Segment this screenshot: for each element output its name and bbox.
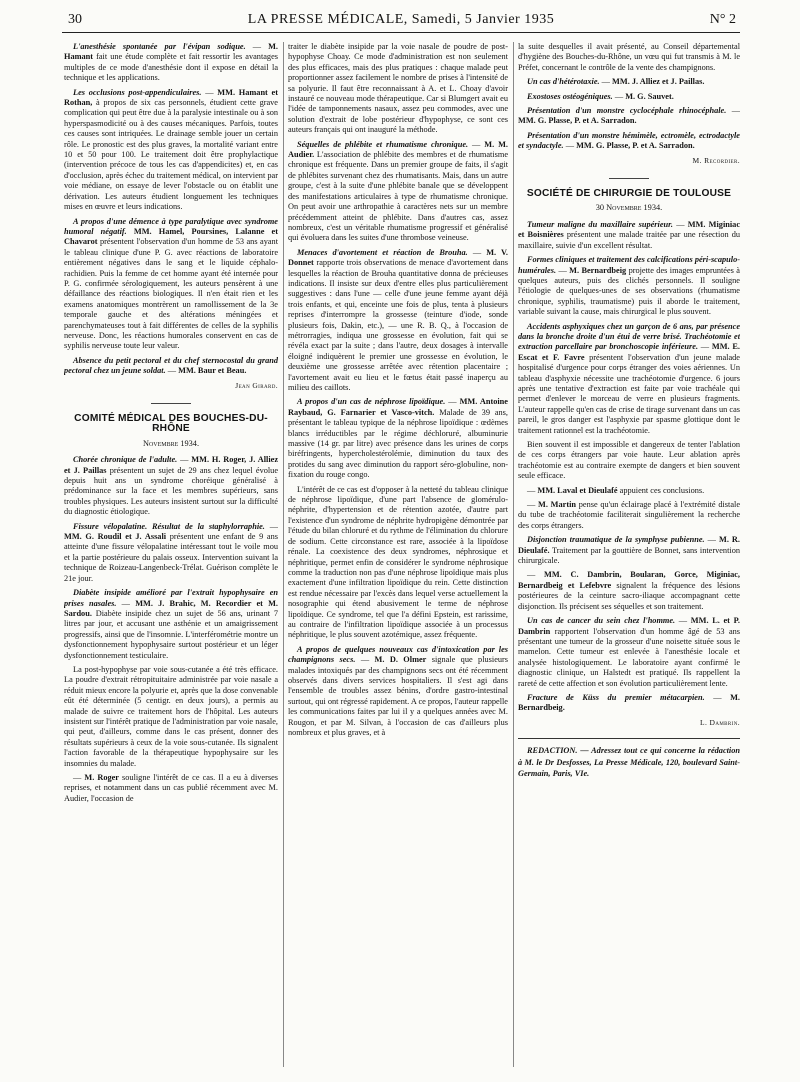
article-paragraph: Exostoses ostéogéniques. — M. G. Sauvet.: [527, 91, 674, 101]
article-paragraph: traiter le diabète insipide par la voie nasale de poudre de post-hypophyse Choay. Ce mode d'administration est non seulement des plus efficaces, mais des plus pratiques : chaque malade peut proportionner assez facilement le nombre de prises à l'intensité de sa polyurie. Il faut être reconnaissant à A. et L. Choay d'avoir instauré ce nouveau mode thérapeutique. Car si Blumgert avait eu l'idée de tamponnements nasaux, assez peu commodes, avec une solution d'extrait de lobe postérieur d'hypophyse, ce sont ces auteurs français qui ont inauguré la méthode.: [288, 42, 508, 135]
redaction-notice: REDACTION. — Adressez tout ce qui concerne la rédaction à M. le Dr Desfosses, La Presse Médicale, 120, boulevard Saint-Germain, Paris, VIe.: [518, 746, 740, 779]
column-rule: [513, 42, 514, 1067]
article-paragraph: L'intérêt de ce cas est d'opposer à la netteté du tableau clinique de néphrose lipoïdique, d'une part l'absence de glomérulo-néphrite, d'hypertension et de rétention azotée, d'autre part l'existence d'un syndrome de néphrite hydropigène démontrée par l'étude du bilan chloruré et du rythme de l'élimination du chlorure de sodium. Cette circonstance est rare, associée à la lipoïdose rénale. La coexistence des deux syndromes, néphrosique et néphritique, permet enfin de considérer le syndrome néphrosique comme la traduction non pas d'une néphrose lipoïdique mais plus exactement d'une infiltration lipoïdique du rein. Cette distinction est rendue nécessaire par l'excès dans lequel verse actuellement la nosographie qui étend abusivement le terme de néphrose lipoïdique. Ce syndrome, tel que l'a défini Epstein, est rarissime, au contraire de l'infiltration lipoïdique associée à un processus néphritique, le plus souvent azotémique, assez fréquente.: [288, 484, 508, 640]
column-1: [64, 42, 278, 1072]
article-paragraph: A propos d'une démence à type paralytique avec syndrome humoral négatif. MM. Hamel, Poursines, Lalanne et Chavarot présentent l'observation d'un homme de 53 ans ayant le tableau clinique d'une P. G. avec réactions de laboratoire entièrement négatives dans le sang et le liquide céphalo-rachidien. Puis la femme de cet homme ayant été internée pour P. G. confirmée sérologiquement, les auteurs pensèrent à une défaillance des réactions biologiques. Il n'en était rien et les examens anatomiques montrèrent un ramollissement de la 3e temporale gauche et des altérations méningées et parenchymateuses tout à fait différentes de celles de la syphilis nerveuse. Donc, les réactions humorales conservent en cas de syphilis nerveuse toute leur valeur.: [64, 216, 278, 351]
article-paragraph: Disjonction traumatique de la symphyse pubienne. — M. R. Dieulafé. Traitement par la gouttière de Bonnet, sans intervention chirurgicale.: [518, 535, 740, 566]
section-divider: [609, 178, 649, 179]
article-paragraph: Formes cliniques et traitement des calcifications péri-scapulo-humérales. — M. Bernardbeig projette des images empruntées à quelques auteurs, puis des clichés personnels. Il souligne l'étiologie de quelques-unes de ses observations (rhumatisme chronique, syphilis, traumatisme) puis il aborde le traitement, variable suivant la cause, mais chirurgical le plus souvent.: [518, 255, 740, 317]
article-paragraph: Présentation d'un monstre hémimèle, ectromèle, ectrodactyle et syndactyle. — MM. G. Plasse, P. et A. Sarradon.: [518, 130, 740, 151]
article-paragraph: Un cas d'hétérotaxie. — MM. J. Alliez et J. Paillas.: [527, 77, 705, 87]
article-paragraph: Tumeur maligne du maxillaire supérieur. — MM. Miginiac et Boisnières présentent une malade traitée par une résection du maxillaire, suivie d'un excellent résultat.: [518, 219, 740, 250]
author-signature: M. Recordier.: [692, 155, 740, 165]
column-2: [288, 42, 508, 1072]
article-paragraph: la suite desquelles il avait présenté, au Conseil départemental d'hygiène des Bouches-du-Rhône, un vœu qui fut transmis à M. le Préfet, concernant le contrôle de la vente des champignons.: [518, 42, 740, 72]
article-paragraph: Un cas de cancer du sein chez l'homme. — MM. L. et P. Dambrin rapportent l'observation d'un homme âgé de 53 ans présentant une tumeur de la grosseur d'une noisette située sous le mamelon. Cette tumeur est enlevée à l'anesthésie locale et analysée histologiquement. Le laboratoire ayant confirmé le diagnostic clinique, un Halstedt est pratiqué. Ils rappellent la rareté de cette affection et son évolution particulièrement lente.: [518, 616, 740, 688]
article-paragraph: A propos de quelques nouveaux cas d'intoxication par les champignons secs. — M. D. Olmer signale que plusieurs malades intoxiqués par des champignons secs ont été récemment observés dans divers services hospitaliers. Il s'est agi dans l'ensemble de troubles assez bénins, d'ordre gastro-intestinal surtout, qui ont régressé rapidement. A ce propos, l'auteur rappelle les communications faites par lui il y a quelques années avec M. Rougon, et par M. Silvan, à l'occasion de cas d'ailleurs plus nombreux et plus graves, et à: [288, 644, 508, 737]
article-paragraph: Les occlusions post-appendiculaires. — MM. Hamant et Rothan, à propos de six cas personnels, étudient cette grave complication qui peut être due à la paralysie intestinale ou à son hyperspasmodicité ou à des causes mécaniques. Parfois, toutes ces causes sont intriquées. Le drainage semble jouer un certain rôle. Le pronostic est des plus graves, la mortalité variant entre 10 et 50 pour 100. Le traitement doit être prophylactique (intervention précoce de tous les cas d'appendicites) et, en cas d'occlusion, après échec du traitement médical, on intervient par voie médiane, on essaye de lever l'obstacle ou on établit une dérivation. Les auteurs étudient longuement les techniques mises en œuvre et leurs indications.: [64, 87, 278, 212]
section-date: 30 Novembre 1934.: [595, 203, 663, 213]
section-heading: SOCIÉTÉ DE CHIRURGIE DE TOULOUSE: [526, 188, 732, 200]
article-paragraph: Présentation d'un monstre cyclocéphale rhinocéphale. — MM. G. Plasse, P. et A. Sarradon.: [518, 106, 740, 126]
article-paragraph: Diabète insipide amélioré par l'extrait hypophysaire en prises nasales. — MM. J. Brahic, M. Recordier et M. Sardou. Diabète insipide chez un sujet de 56 ans, urinant 7 litres par jour, et accusant une asthénie et un amaigrissement progressifs, ainsi que de l'insomnie. L'interférométrie montre un dysfonctionnement hypophysaire surtout postérieur et un léger dysfonctionnement testiculaire.: [64, 588, 278, 660]
article-paragraph: Bien souvent il est impossible et dangereux de tenter l'ablation de ces corps étrangers par voie haute. Leur ablation après trachéotomie est au contraire exempte de dangers et bien souvent seule efficace.: [518, 440, 740, 481]
article-paragraph: Menaces d'avortement et réaction de Brouha. — M. V. Donnet rapporte trois observations de menace d'avortement dans lesquelles la réaction de Brouha quantitative donna de précieuses indications. Il insiste sur deux d'entre elles plus particulièrement suggestives : dans l'une — celle d'une jeune femme ayant déjà trois enfants, et qui, enceinte une fois de plus, tenta à plusieurs reprises d'interrompre la grossesse (teinture d'iode, sonde plusieurs fois, Dakin, etc.), — une R. B. Q., à l'occasion de métrorragies, indiqua une grossesse en évolution, fait qui se révéla exact par la suite ; dans l'autre, deux dosages à intervalle éloigné indiquèrent le premier une grossesse en évolution, le deuxième une grossesse arrêtée avec rétention placentaire ; l'avortement avait eu lieu et le fœtus était passé inaperçu au milieu des caillots.: [288, 247, 508, 392]
redaction-rule: [518, 738, 740, 739]
article-paragraph: Chorée chronique de l'adulte. — MM. H. Roger, J. Alliez et J. Paillas présentent un sujet de 29 ans chez lequel évolue depuis huit ans un syndrome choréique généralisé à prédominance sur la face et les membres supérieurs, sans troubles physiques. Les auteurs insistent surtout sur la difficulté du diagnostic étiologique.: [64, 455, 278, 517]
page-number: 30: [68, 12, 82, 27]
journal-title: LA PRESSE MÉDICALE, Samedi, 5 Janvier 1935: [247, 12, 555, 27]
article-paragraph: — MM. Laval et Dieulafé appuient ces conclusions.: [527, 485, 705, 495]
article-paragraph: — M. Roger souligne l'intérêt de ce cas. Il a eu à diverses reprises, et notamment dans un cas publié récemment avec M. Audier, l'occasion de: [64, 773, 278, 803]
article-paragraph: — MM. C. Dambrin, Boularan, Gorce, Miginiac, Bernardbeig et Lefebvre signalent la fréquence des lésions postérieures de la ceinture sacro-iliaque accompagnant cette disjonction. Ils précisent ses séquelles et son traitement.: [518, 570, 740, 611]
article-paragraph: Séquelles de phlébite et rhumatisme chronique. — M. M. Audier. L'association de phlébite des membres et de rhumatisme chronique est fréquente. Dans un premier groupe de faits, il s'agit de phlébites survenant chez des rhumatisants. Mais, dans un autre groupe, c'est à la suite d'une phlébite banale que se développent des manifestations articulaires à type de rhumatisme chronique. On peut avoir une arthropathie à caractères nets sur un membre précédemment atteint de phlébite. Dans d'autres cas, assez nombreux, c'est un véritable rhumatisme progressif et généralisé qui évoluera dans les suites d'une thrombose veineuse.: [288, 139, 508, 243]
article-paragraph: L'anesthésie spontanée par l'évipan sodique. — M. Hamant fait une étude complète et fait ressortir les avantages multiples de ce mode d'anesthésie dont il expose en détail la technique et les applications.: [64, 42, 278, 83]
article-paragraph: — M. Martin pense qu'un éclairage placé à l'extrémité distale du tube de trachéotomie faciliterait singulièrement la recherche des corps étrangers.: [518, 500, 740, 530]
column-rule: [283, 42, 284, 1067]
section-heading: COMITÉ MÉDICAL DES BOUCHES-DU-RHÔNE: [74, 413, 268, 435]
article-paragraph: Fracture de Küss du premier métacarpien. — M. Bernardbeig.: [518, 692, 740, 713]
article-paragraph: Absence du petit pectoral et du chef sternocostal du grand pectoral chez un jeune soldat. — MM. Baur et Beau.: [64, 355, 278, 376]
author-signature: Jean Girard.: [235, 380, 278, 390]
article-paragraph: Fissure vélopalatine. Résultat de la staphylorraphie. — MM. G. Roudil et J. Assali présentent une enfant de 9 ans atteinte d'une fissure vélopalatine intéressant tout le voile mou et la partie postérieure du palais osseux. Intervention suivant la technique de Roizeau-Langenbeck-Trélat. Guérison complète le 21e jour.: [64, 521, 278, 583]
article-paragraph: Accidents asphyxiques chez un garçon de 6 ans, par présence dans la bronche droite d'un étui de verre brisé. Trachéotomie et extraction parcellaire par bronchoscopie inférieure. — MM. E. Escat et F. Favre présentent l'observation d'un jeune malade hospitalisé d'urgence pour corps étranger des voies aériennes. Un tableau d'asphyxie nécessite une trachéotomie d'urgence. 6 jours après une tentative d'extraction est faite par voie trachéale qui permet d'enlever le morceau de verre en plusieurs fragments. L'auteur rappelle qu'en cas de crise de tirage survenant dans un cas pareil, le gros danger est l'asphyxie par spasme glottique dont le traitement rationnel est la trachéotomie.: [518, 321, 740, 435]
article-paragraph: La post-hypophyse par voie sous-cutanée a été très efficace. La poudre d'extrait rétropituitaire administrée par voie nasale a réduit mieux encore la polyurie et, après que la dose convenable eût été déterminée (5 centigr. en deux jours), a permis au malade de suivre ce traitement hors de l'hôpital. Les auteurs insistent sur l'intérêt pratique de l'administration par voie nasale, qui peut, d'ailleurs, comme dans le cas présent, donner des résultats supérieurs à ceux de la voie sous-cutanée. Ils signalent l'action favorable de la thérapeutique hypophysaire sur les insomnies du malade.: [64, 664, 278, 768]
page-header: [62, 10, 740, 33]
section-date: Novembre 1934.: [142, 438, 200, 448]
column-3: [518, 42, 740, 1072]
article-paragraph: A propos d'un cas de néphrose lipoïdique. — MM. Antoine Raybaud, G. Farnarier et Vasco-vitch. Malade de 39 ans, présentant le tableau typique de la néphrose lipoïdique : œdèmes blancs irréductibles par le régime déchloruré, albuminurie massive (14 gr. par litre) avec présence dans les urines de corps biréfringents, hypercholestérolémie, diminution du taux des protides du sang avec diminution du rapport séro-globuline, non-fixation du rouge congo.: [288, 397, 508, 480]
author-signature: L. Dambrin.: [699, 717, 740, 727]
issue-number: N° 2: [709, 12, 736, 27]
section-divider: [151, 403, 191, 404]
